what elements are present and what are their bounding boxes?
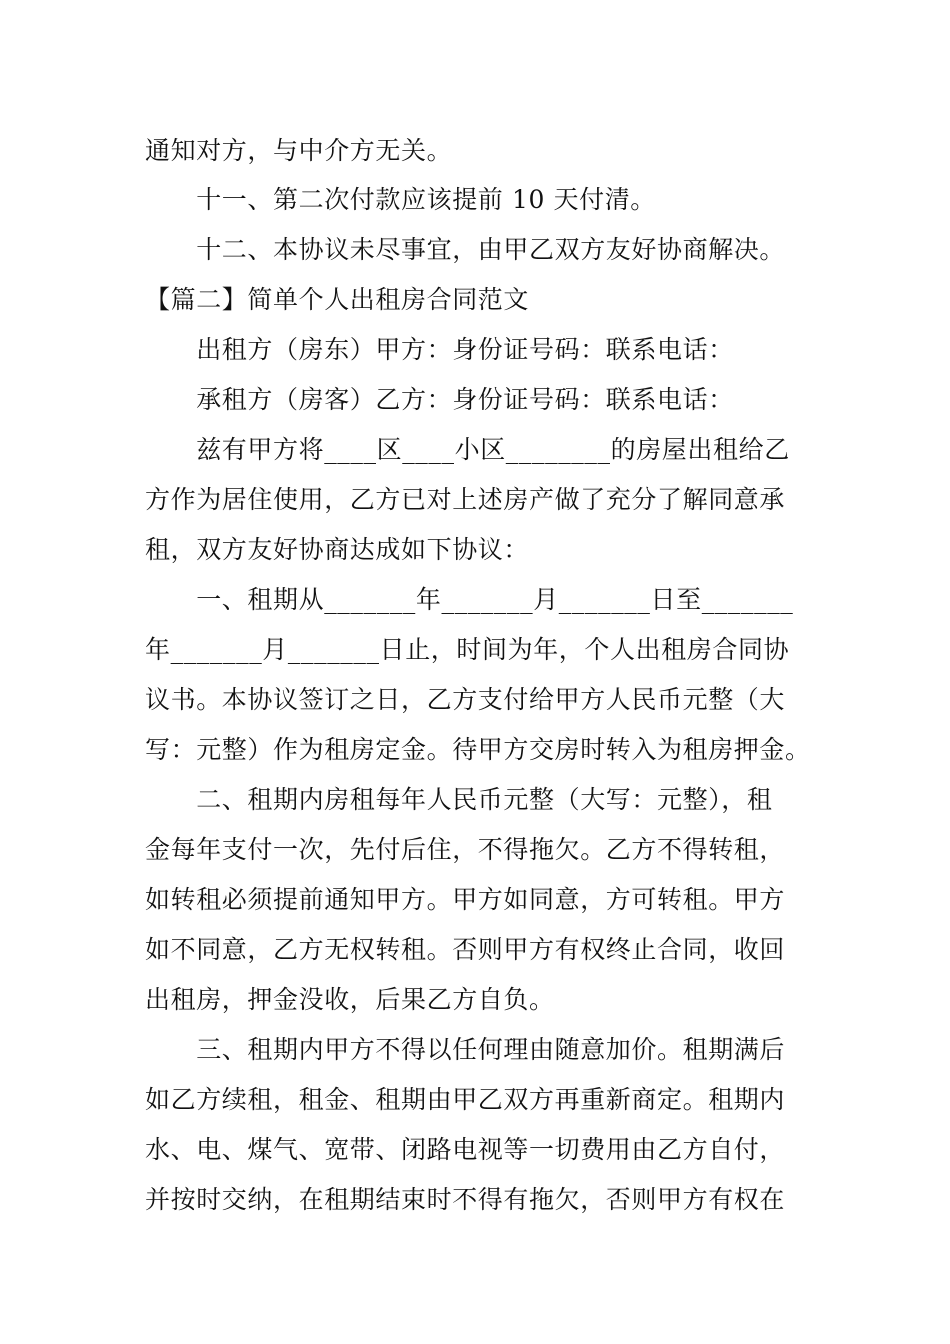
text-line: 三、租期内甲方不得以任何理由随意加价。租期满后 <box>145 1035 786 1064</box>
text-line: 如不同意，乙方无权转租。否则甲方有权终止合同，收回 <box>145 935 786 964</box>
text-line: 租，双方友好协商达成如下协议： <box>145 535 530 564</box>
text-line: 出租房，押金没收，后果乙方自负。 <box>145 985 555 1014</box>
text-line: 并按时交纳，在租期结束时不得有拖欠，否则甲方有权在 <box>145 1185 786 1214</box>
text-line: 十一、第二次付款应该提前 10 天付清。 <box>145 185 656 214</box>
text-line: 二、租期内房租每年人民币元整（大写：元整），租 <box>145 785 773 814</box>
text-line: 议书。本协议签订之日，乙方支付给甲方人民币元整（大 <box>145 685 786 714</box>
text-line: 写：元整）作为租房定金。待甲方交房时转入为租房押金。 <box>145 735 811 764</box>
text-line: 金每年支付一次，先付后住，不得拖欠。乙方不得转租， <box>145 835 786 864</box>
text-line: 一、租期从_______年_______月_______日至_______ <box>145 585 794 614</box>
text-line: 如转租必须提前通知甲方。甲方如同意，方可转租。甲方 <box>145 885 786 914</box>
text-line: 十二、本协议未尽事宜，由甲乙双方友好协商解决。 <box>145 235 786 264</box>
text-line: 如乙方续租，租金、租期由甲乙双方再重新商定。租期内 <box>145 1085 786 1114</box>
text-line: 水、电、煤气、宽带、闭路电视等一切费用由乙方自付， <box>145 1135 786 1164</box>
text-line: 通知对方，与中介方无关。 <box>145 136 453 165</box>
text-line: 年_______月_______日止，时间为年，个人出租房合同协 <box>145 635 790 664</box>
text-line: 方作为居住使用，乙方已对上述房产做了充分了解同意承 <box>145 485 786 514</box>
section-heading: 【篇二】简单个人出租房合同范文 <box>145 285 530 314</box>
text-line: 承租方（房客）乙方：身份证号码：联系电话： <box>145 385 734 414</box>
text-line: 兹有甲方将____区____小区________的房屋出租给乙 <box>145 435 790 464</box>
text-line: 出租方（房东）甲方：身份证号码：联系电话： <box>145 335 734 364</box>
